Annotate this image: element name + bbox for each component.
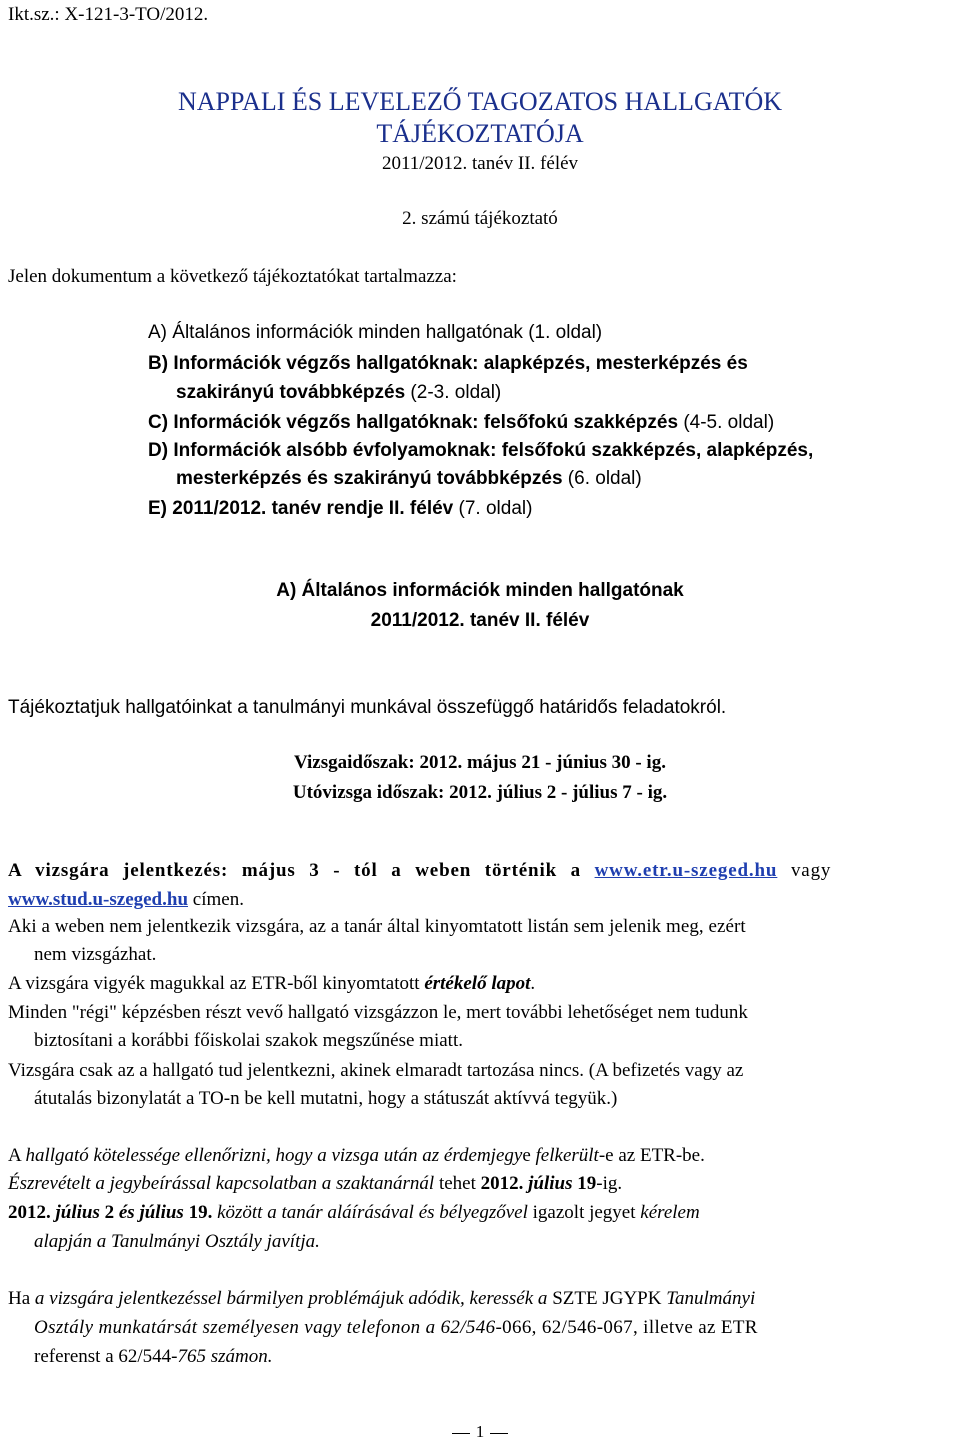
contact-line3: referenst a 62/544-765 számon. (34, 1346, 273, 1367)
document-title-line1: NAPPALI ÉS LEVELEZŐ TAGOZATOS HALLGATÓK (177, 87, 783, 116)
p3-line2: biztosítani a korábbi főiskolai szakok megszűnése miatt. (34, 1030, 463, 1051)
exam-period: Vizsgaidőszak: 2012. május 21 - június 30 - ig. (294, 752, 666, 773)
grades-line1: A hallgató kötelessége ellenőrizni, hogy a vizsga után az érdemjegye felkerült-e az ETR-be. (8, 1145, 705, 1166)
document-title-line2: TÁJÉKOZTATÓJA (376, 119, 584, 148)
p3-line1: Minden "régi" képzésben részt vevő hallgató vizsgázzon le, mert további lehetőséget nem tudunk (8, 1002, 748, 1023)
document-number: 2. számú tájékoztató (402, 208, 558, 229)
reference-number: Ikt.sz.: X-121-3-TO/2012. (8, 4, 209, 25)
contact-line1: Ha a vizsgára jelentkezéssel bármilyen problémájuk adódik, keressék a SZTE JGYPK Tanulmányi (8, 1288, 756, 1309)
retake-period: Utóvizsga időszak: 2012. július 2 - július 7 - ig. (292, 782, 668, 803)
page-number: 1 (475, 1422, 485, 1441)
toc-item-d: D) Információk alsóbb évfolyamoknak: felsőfokú szakképzés, alapképzés, (148, 440, 814, 461)
registration-line1: A vizsgára jelentkezés: május 3 - tól a weben történik a www.etr.u-szeged.hu vagy (8, 860, 832, 881)
registration-line2: www.stud.u-szeged.hu címen. (8, 889, 244, 910)
footer-rule-left (452, 1433, 470, 1434)
footer-rule-right (490, 1433, 508, 1434)
p4-line2: átutalás bizonylatát a TO-n be kell mutatni, hogy a státuszát aktívvá tegyük.) (34, 1088, 618, 1109)
notice-text: Tájékoztatjuk hallgatóinkat a tanulmányi munkával összefüggő határidős feladatokról. (8, 697, 727, 718)
page-footer (0, 1422, 960, 1442)
section-a-heading: A) Általános információk minden hallgatónak (276, 580, 684, 601)
grades-line3: 2012. július 2 és július 19. között a tanár aláírásával és bélyegzővel igazolt jegyet kérelem (8, 1202, 700, 1223)
contact-line2: Osztály munkatársát személyesen vagy telefonon a 62/546-066, 62/546-067, illetve az ETR (34, 1317, 758, 1338)
toc-item-d-cont: mesterképzés és szakirányú továbbképzés (6. oldal) (176, 468, 642, 489)
etr-link[interactable]: www.etr.u-szeged.hu (594, 860, 778, 881)
document-term: 2011/2012. tanév II. félév (381, 153, 579, 174)
toc-item-b: B) Információk végzős hallgatóknak: alapképzés, mesterképzés és (148, 353, 748, 374)
p1-line1: Aki a weben nem jelentkezik vizsgára, az a tanár által kinyomtatott listán sem jelenik meg, ezért (8, 916, 746, 937)
p2-line: A vizsgára vigyék magukkal az ETR-ből kinyomtatott értékelő lapot. (8, 973, 536, 994)
p1-line2: nem vizsgázhat. (34, 944, 157, 965)
grades-line2: Észrevételt a jegybeírással kapcsolatban a szaktanárnál tehet 2012. július 19-ig. (8, 1173, 623, 1194)
toc-item-e: E) 2011/2012. tanév rendje II. félév (7. oldal) (148, 498, 533, 519)
p4-line1: Vizsgára csak az a hallgató tud jelentkezni, akinek elmaradt tartozása nincs. (A befizetés vagy az (8, 1060, 744, 1081)
toc-item-a: A) Általános információk minden hallgatónak (1. oldal) (148, 322, 603, 343)
intro-text: Jelen dokumentum a következő tájékoztatókat tartalmazza: (8, 266, 457, 287)
toc-item-b-cont: szakirányú továbbképzés (2-3. oldal) (176, 382, 502, 403)
toc-item-c: C) Információk végzős hallgatóknak: felsőfokú szakképzés (4-5. oldal) (148, 412, 775, 433)
section-a-term: 2011/2012. tanév II. félév (370, 610, 590, 631)
grades-line4: alapján a Tanulmányi Osztály javítja. (34, 1231, 320, 1252)
stud-link[interactable]: www.stud.u-szeged.hu (8, 889, 189, 910)
evaluation-sheet-emphasis: értékelő lapot (424, 973, 531, 994)
